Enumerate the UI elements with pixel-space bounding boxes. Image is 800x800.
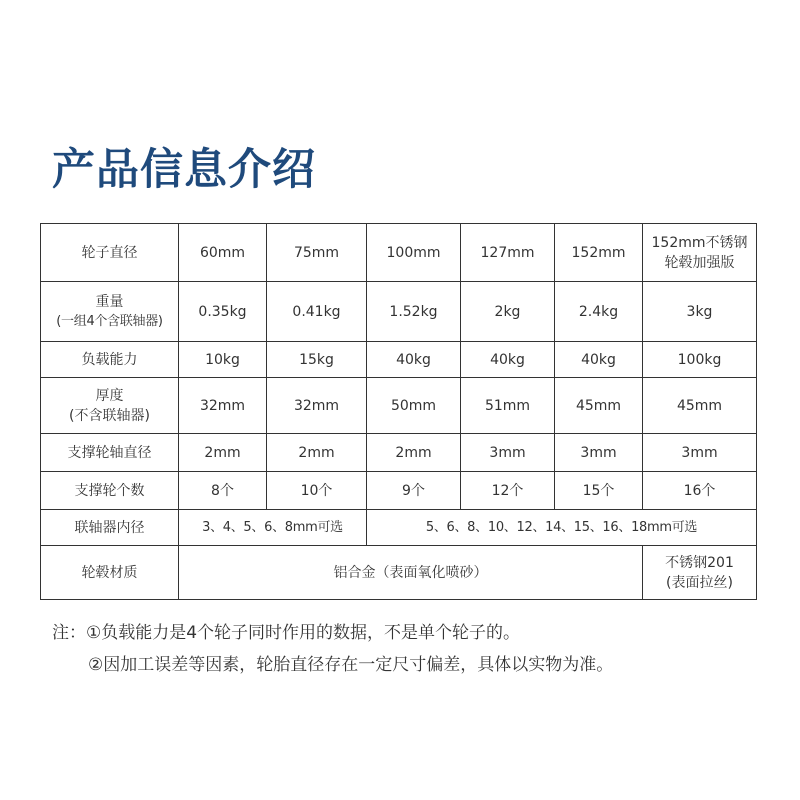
label-line: 重量 xyxy=(95,293,124,310)
cell: 3mm xyxy=(643,434,757,472)
cell: 8个 xyxy=(179,472,267,510)
row-label-hub: 轮毂材质 xyxy=(41,546,179,600)
note-line-2: ②因加工误差等因素，轮胎直径存在一定尺寸偏差，具体以实物为准。 xyxy=(88,655,614,675)
cell: 9个 xyxy=(367,472,461,510)
cell: 1.52kg xyxy=(367,282,461,342)
cell: 10个 xyxy=(267,472,367,510)
row-label-support-count: 支撑轮个数 xyxy=(41,472,179,510)
cell: 60mm xyxy=(179,224,267,282)
row-label-thickness xyxy=(41,378,179,434)
cell: 45mm xyxy=(643,378,757,434)
cell: 2mm xyxy=(367,434,461,472)
cell: 16个 xyxy=(643,472,757,510)
cell: 100kg xyxy=(643,342,757,378)
cell: 50mm xyxy=(367,378,461,434)
row-label-load: 负载能力 xyxy=(41,342,179,378)
table-row-load xyxy=(41,342,757,378)
table-row-thickness xyxy=(41,378,757,434)
cell: 40kg xyxy=(555,342,643,378)
cell: 3mm xyxy=(555,434,643,472)
cell: 12个 xyxy=(461,472,555,510)
table-row-hub xyxy=(41,546,757,600)
table-row-coupling xyxy=(41,510,757,546)
cell-line: 不锈钢201 xyxy=(665,554,734,571)
cell: 2mm xyxy=(179,434,267,472)
cell-coupling-right: 5、6、8、10、12、14、15、16、18mm可选 xyxy=(367,510,757,546)
cell: 32mm xyxy=(179,378,267,434)
table-row-diameter xyxy=(41,224,757,282)
cell-line: 152mm不锈钢 xyxy=(651,234,748,251)
cell: 152mm xyxy=(555,224,643,282)
cell: 0.41kg xyxy=(267,282,367,342)
cell: 51mm xyxy=(461,378,555,434)
row-label-support-shaft: 支撑轮轴直径 xyxy=(41,434,179,472)
cell: 10kg xyxy=(179,342,267,378)
cell-multiline xyxy=(643,546,757,600)
cell: 100mm xyxy=(367,224,461,282)
note-line-1: 注：①负载能力是4个轮子同时作用的数据，不是单个轮子的。 xyxy=(52,623,521,643)
row-label-weight xyxy=(41,282,179,342)
cell: 2kg xyxy=(461,282,555,342)
cell-multiline xyxy=(643,224,757,282)
table-row-support-count xyxy=(41,472,757,510)
cell: 15个 xyxy=(555,472,643,510)
cell-line: (表面拉丝) xyxy=(666,574,733,591)
label-line: 厚度 xyxy=(95,387,124,404)
cell-hub-main: 铝合金（表面氧化喷砂） xyxy=(179,546,643,600)
table-row-weight xyxy=(41,282,757,342)
label-line: (一组4个含联轴器) xyxy=(56,313,163,329)
table-row-support-shaft xyxy=(41,434,757,472)
cell: 45mm xyxy=(555,378,643,434)
cell: 0.35kg xyxy=(179,282,267,342)
cell: 3mm xyxy=(461,434,555,472)
cell: 75mm xyxy=(267,224,367,282)
page-title: 产品信息介绍 xyxy=(52,145,316,195)
cell: 40kg xyxy=(461,342,555,378)
notes xyxy=(52,617,613,681)
row-label-diameter: 轮子直径 xyxy=(41,224,179,282)
cell: 2mm xyxy=(267,434,367,472)
cell-coupling-left: 3、4、5、6、8mm可选 xyxy=(179,510,367,546)
cell: 127mm xyxy=(461,224,555,282)
cell: 3kg xyxy=(643,282,757,342)
spec-table xyxy=(40,223,757,600)
row-label-coupling: 联轴器内径 xyxy=(41,510,179,546)
label-line: (不含联轴器) xyxy=(69,407,150,424)
cell: 40kg xyxy=(367,342,461,378)
cell: 2.4kg xyxy=(555,282,643,342)
cell-line: 轮毂加强版 xyxy=(664,254,735,271)
cell: 15kg xyxy=(267,342,367,378)
cell: 32mm xyxy=(267,378,367,434)
